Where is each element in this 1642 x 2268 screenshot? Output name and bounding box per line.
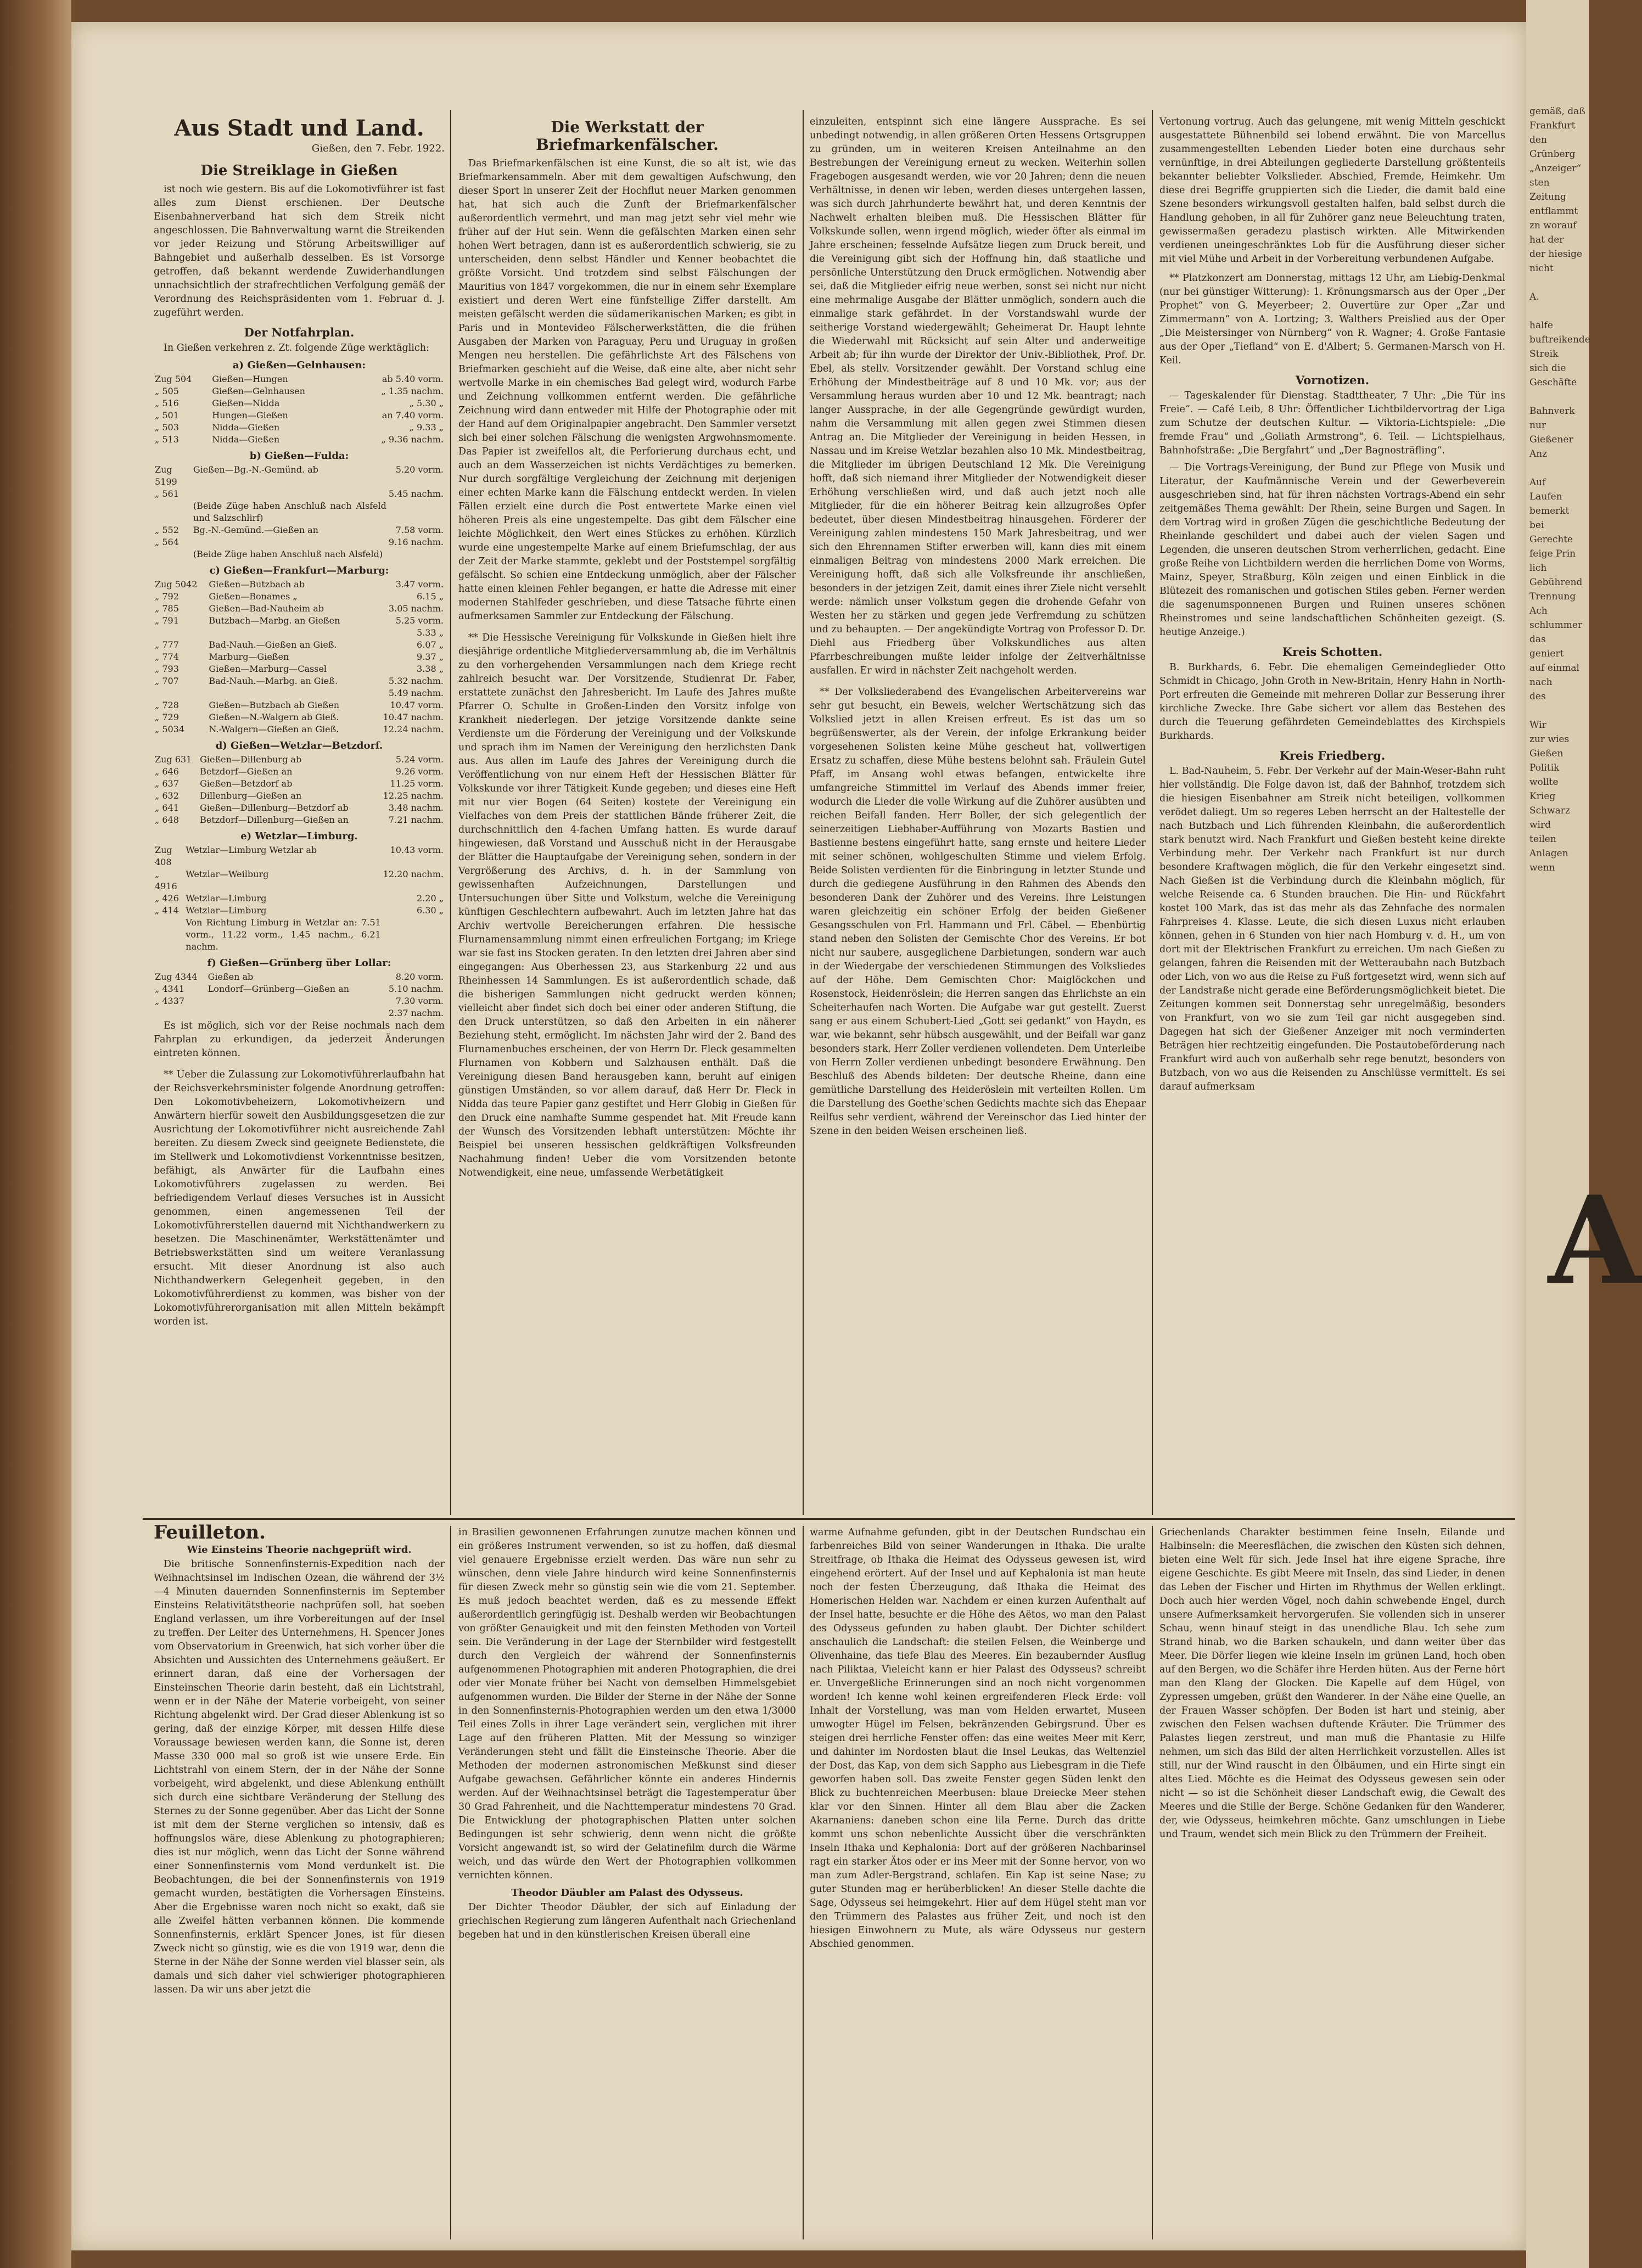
- kreis-schotten-title: Kreis Schotten.: [1282, 645, 1383, 659]
- train-time: „ 9.36 nachm.: [381, 434, 444, 445]
- train-time: [382, 917, 445, 953]
- train-number: [154, 917, 184, 953]
- train-number: Zug 408: [155, 845, 172, 867]
- timetable-row: [154, 766, 445, 778]
- train-route: Gießen—Betzdorf ab: [200, 778, 293, 789]
- volksliederabend-text: ** Der Volksliederabend des Evangelischen Arbeitervereins war sehr gut besucht, ein Beweis, welcher Wertschätzung sich das Volkslied jetzt in allen Kreisen erfreut. Es ist das um so begrüßenswerter, als der Verein, der infolge Erkrankung beider vorgesehenen Solisten keine Mühe gescheut hat, vollwertigen Ersatz zu schaffen, diese Mühe bestens belohnt sah. Fräulein Gutel Pfaff, im Ansang wohl etwas befangen, entwickelte ihre umfangreiche Stimmittel im Verlauf des Abends immer freier, wodurch die Lieder die volle Wirkung auf die Zuhörer ausübten und reichen Beifall fanden. Herr Boller, der sich gelegentlich der seinerzeitigen Liebhaber-Aufführung von Mozarts Bastien und Bastienne bestens eingeführt hatte, sang ernste und heitere Lieder mit seiner schönen, wohlgeschulten Stimme und vielem Erfolg. Beide Solisten verdienten für die Einbringung in letzter Stunde und durch die gediegene Ausführung in den Rahmen des Abends den besonderen Dank der Zuhörer und des Vereins. Ihre Leistungen waren gleichzeitig ein schöner Erfolg der beiden Gießener Gesangsschulen von Frl. Hammann und Frl. Cäbel. — Ebenbürtig stand neben den Solisten der Gemischte Chor des Vereins. Er bot nicht nur saubere, ausgeglichene Darbietungen, sondern war auch in der Wiedergabe der verschiedenen Stimmungen des Volksliedes auf der Höhe. Dem Gemischten Chor: Maiglöckchen und Rosenstock, Heidenröslein; die Herren sangen das Ehrlichste an ein Scheiterhaufen nach Worten. Die Aufgabe war gut gestellt. Zuerst sang er aus einem Schubert-Lied „Gott sei gedankt“ von Haydn, es war, wie bekannt, sehr hübsch ausgewählt, und der Beifall war ganz besonders stark. Herr Zoller verdienen vollendeten. Dem Unterleibe von Herrn Zoller verdienen unbedingt besondere Erwähnung. Den Beschluß des Abends bildeten: Der deutsche Rheine, dann eine gemütliche Darstellung des Heideröslein mit verteilten Rollen. Um die Darstellung des Goethe'schen Gedichts machte sich das Ehepaar Reilfus sehr verdient, während der Vereinschor das Lied hinter der Szene in den beiden Weisen erscheinen ließ.: [810, 687, 1146, 1137]
- train-route: Gießen—Nidda: [212, 398, 280, 408]
- train-time: 12.24 nachm.: [383, 724, 444, 734]
- vornotizen-title: Vornotizen.: [1295, 373, 1370, 387]
- train-route: Gießen—Butzbach ab: [209, 579, 305, 590]
- timetable-section-title: d) Gießen—Wetzlar—Betzdorf.: [215, 740, 383, 751]
- timetable-table: [154, 754, 445, 826]
- timetable-row: [154, 699, 445, 711]
- strike-headline: Die Streiklage in Gießen: [200, 162, 398, 179]
- train-route: Wetzlar—Limburg Wetzlar ab: [186, 845, 317, 855]
- train-number: „ 632: [155, 790, 179, 801]
- train-route: Bg.-N.-Gemünd.—Gießen an: [193, 525, 318, 535]
- timetable-title: Der Notfahrplan.: [244, 325, 355, 339]
- timetable: [154, 358, 445, 1019]
- train-number: „ 791: [155, 615, 179, 626]
- train-number: Zug 5042: [155, 579, 198, 590]
- train-time: „ 1.35 nachm.: [381, 386, 444, 396]
- train-time: 9.16 nachm.: [388, 537, 444, 547]
- train-time: 5.49 nachm.: [388, 688, 444, 698]
- train-time: 8.20 vorm.: [395, 972, 444, 982]
- train-number: „ 513: [155, 434, 179, 445]
- train-route: Nidda—Gießen: [212, 422, 280, 433]
- feuilleton-column-4: [1159, 1526, 1505, 2239]
- train-time: „ 5.30 „: [409, 398, 444, 408]
- train-route: Gießen—Gelnhausen: [212, 386, 305, 396]
- strike-text: ist noch wie gestern. Bis auf die Lokomotivführer ist fast alles zum Dienst erschienen. Der Deutsche Eisenbahnerverband hat sich dem Streik nicht angeschlossen. Die Bahnverwaltung warnt die Streikenden vor jeder Reizung und Störung Arbeitswilliger auf Bahngebiet und außerhalb desselben. Es ist Vorsorge getroffen, daß bekannt werdende Zuwiderhandlungen unnachsichtlich der strafrechtlichen Verfolgung gemäß der Verordnung des Reichspräsidenten vom 1. Februar d. J. zugeführt werden.: [154, 184, 445, 318]
- timetable-row: [154, 603, 445, 615]
- train-number: „ 552: [155, 525, 179, 535]
- timetable-table: [154, 373, 445, 446]
- platzkonzert-text: ** Platzkonzert am Donnerstag, mittags 12 Uhr, am Liebig-Denkmal (nur bei günstiger Witterung): 1. Krönungsmarsch aus der Oper „Der Prophet“ von G. Meyerbeer; 2. Ouvertüre zur Oper „Zar und Zimmermann“ von A. Lortzing; 3. Walthers Preislied aus der Oper „Die Meistersinger von Nürnberg“ von R. Wagner; 4. Große Fantasie aus der Oper „Tiefland“ von E. d'Albert; 5. Germanen-Marsch von H. Keil.: [1159, 273, 1505, 366]
- timetable-row: [154, 814, 445, 826]
- train-number: „ 501: [155, 410, 179, 420]
- timetable-row: [154, 917, 445, 953]
- einstein-continued: in Brasilien gewonnenen Erfahrungen zunutze machen können und ein größeres Instrument verwenden, so ist zu hoffen, daß diesmal viel genauere Ergebnisse erzielt werden. Das wäre nun sehr zu wünschen, denn viele Jahre hindurch wird keine Sonnenfinsternis für diesen Zweck mehr so günstig sein wie die vom 21. September. Es muß jedoch beachtet werden, daß es zu messende Effekt außerordentlich geringfügig ist. Deshalb werden wir Beobachtungen von größter Genauigkeit und mit den feinsten Methoden von Vorteil sein. Die Veränderung in der Lage der Sternbilder wird festgestellt durch den Vergleich der während der Sonnenfinsternis aufgenommenen Photographien mit anderen Photographien, die drei oder vier Monate früher bei Nacht von demselben Himmelsgebiet aufgenommen wurden. Die Bilder der Sterne in der Nähe der Sonne in den Sonnenfinsternis-Photographien werden um den etwa 1/3000 Teil eines Zolls in ihrer Lage verändert sein, verglichen mit ihrer Lage auf den früheren Platten. Mit der Messung so winziger Veränderungen steht und fällt die Einsteinsche Theorie. Aber die Methoden der modernen astronomischen Meßkunst sind dieser Aufgabe gewachsen. Gefährlicher könnte ein anderes Hindernis werden. Auf der Weihnachtsinsel beträgt die Tagestemperatur über 30 Grad Fahrenheit, und die Nachttemperatur mindestens 70 Grad. Die Entwicklung der photographischen Platten unter solchen Bedingungen ist sehr schwierig, denn wenn nicht die größte Vorsicht angewandt ist, so wird der Gelatinefilm durch die Wärme weich, und das würde den Wert der Photographien vollkommen vernichten können.: [458, 1527, 796, 1881]
- adjacent-page-text: gemäß, daß Frankfurt den Grünberg „Anzeiger“ sten Zeitung entflammt zn worauf hat der der hiesige nicht A. halfe buftreikende Streik sich die Geschäfte Bahnverk nur Gießener Anz Auf Laufen bemerkt bei Gerechte feige Prin lich Gebührend Trennung Ach schlummer das geniert auf einmal nach des Wir zur wies Gießen Politik wollte Krieg Schwarz wird teilen Anlagen wenn: [1529, 106, 1590, 873]
- section-masthead: Aus Stadt und Land.: [174, 115, 424, 141]
- train-number: [154, 1007, 207, 1019]
- train-time: 3.47 vorm.: [395, 579, 444, 590]
- train-number: Zug 5199: [155, 464, 177, 487]
- column-rule: [1152, 110, 1153, 1515]
- train-time: 7.58 vorm.: [395, 525, 444, 535]
- train-time: 6.30 „: [417, 905, 444, 916]
- column-rule: [450, 110, 451, 1515]
- train-time: 7.30 vorm.: [395, 996, 444, 1006]
- timetable-section-title: b) Gießen—Fulda:: [249, 450, 349, 462]
- train-time: ab 5.40 vorm.: [382, 374, 444, 384]
- train-number: „ 4337: [155, 996, 185, 1006]
- train-time: 5.10 nachm.: [388, 984, 444, 994]
- train-number: „ 728: [155, 700, 179, 710]
- timetable-row: [154, 905, 445, 917]
- column-rule: [1152, 1526, 1153, 2239]
- train-number: [154, 627, 208, 639]
- column-4: [1159, 115, 1505, 1515]
- feuilleton-divider: [143, 1518, 1515, 1520]
- timetable-row: [154, 464, 445, 488]
- train-time: an 7.40 vorm.: [382, 410, 444, 420]
- train-number: [154, 548, 192, 560]
- feuilleton-column-2: [458, 1526, 796, 2239]
- odysseus-continued-2: Griechenlands Charakter bestimmen feine Inseln, Eilande und Halbinseln: die Meeresflächen, die zwischen den Küsten sich dehnen, bieten eine Welt für sich. Jede Insel hat ihre eigene Sprache, ihre eigene Geschichte. Es gibt Meere mit Inseln, das sind Lieder, in denen das Leben der Fischer und Hirten im Rhythmus der Wellen erklingt. Doch auch hier werden Vögel, noch dahin schwebende Engel, durch unsere Aufmerksamkeit hervorgerufen. Sie vollenden sich in unserer Schau, wenn hinauf steigt in das unendliche Blau. Ich sehe zum Strand hinab, wo die Barken schaukeln, und dann weiter über das Meer. Die Dörfer liegen wie kleine Inseln im grünen Land, hoch oben auf den Bergen, wo die Schäfer ihre Herden hüten. Aus der Ferne hört man den Klang der Glocken. Die Kapelle auf dem Hügel, von Zypressen umgeben, grüßt den Wanderer. In der Nähe eine Quelle, an der Frauen Wasser schöpfen. Der Boden ist hart und steinig, aber zwischen den Felsen wachsen duftende Kräuter. Die Trümmer des Palastes liegen zerstreut, und man muß die Phantasie zu Hilfe nehmen, um sich das Bild der alten Herrlichkeit vorzustellen. Alles ist still, nur der Wind rauscht in den Ölbäumen, und ein Hirte singt ein altes Lied. Möchte es die Heimat des Odysseus gewesen sein oder nicht — so ist die Schönheit dieser Landschaft ewig, die Gewalt des Meeres und die Stille der Berge. Schöne Gedanken für den Wanderer, der, wie Odysseus, heimkehren möchte. Ganz umschlungen in Liebe und Traum, wendet sich mein Blick zu den Trümmern der Freiheit.: [1159, 1527, 1505, 1840]
- timetable-row: [154, 995, 445, 1007]
- train-time: 9.26 vorm.: [395, 766, 444, 777]
- train-time: 3.48 nachm.: [388, 802, 444, 813]
- timetable-section-title: e) Wetzlar—Limburg.: [240, 830, 358, 842]
- train-number: „ 785: [155, 603, 179, 614]
- timetable-row: [154, 687, 445, 699]
- column-3: [810, 115, 1146, 1515]
- train-number: „ 729: [155, 712, 179, 722]
- train-route: Von Richtung Limburg in Wetzlar an: 7.51 vorm., 11.22 vorm., 1.45 nachm., 6.21 nachm.: [186, 917, 381, 952]
- train-number: Zug 504: [155, 374, 192, 384]
- train-route: Bad-Nauh.—Gießen an Gieß.: [209, 639, 337, 650]
- train-time: 5.24 vorm.: [395, 754, 444, 765]
- timetable-table: [154, 464, 445, 560]
- train-number: „ 792: [155, 591, 179, 602]
- train-number: „ 637: [155, 778, 179, 789]
- train-number: „ 414: [155, 905, 179, 916]
- train-time: 12.25 nachm.: [383, 790, 444, 801]
- train-time: 12.20 nachm.: [383, 869, 444, 879]
- timetable-row: [154, 983, 445, 995]
- dateline: Gießen, den 7. Febr. 1922.: [311, 143, 445, 154]
- train-route: (Beide Züge haben Anschluß nach Alsfeld): [193, 549, 383, 559]
- timetable-row: [154, 591, 445, 603]
- werkstatt-headline: Die Werkstatt der Briefmarkenfälscher.: [536, 118, 719, 154]
- train-route: Gießen ab: [208, 972, 254, 982]
- friedberg-text: L. Bad-Nauheim, 5. Febr. Der Verkehr auf der Main-Weser-Bahn ruht hier vollständig. Die Folge davon ist, daß der Bahnhof, trotzdem sich die hiesigen Eisenbahner am Streik nicht beteiligen, vollkommen verödet daliegt. Um so regeres Leben herrscht an der Haltestelle der nach Butzbach und Lich führenden Kleinbahn, die außerordentlich stark benutzt wird. Nach Frankfurt und Gießen besteht keine direkte Verbindung mehr. Der Verkehr nach Frankfurt ist nur durch besondere Kraftwagen möglich, die für den Verkehr eingesetzt sind. Nach Gießen ist die Verbindung durch die Kleinbahn möglich, für welche Reisende ca. 6 Stunden brauchen. Die Hin- und Rückfahrt kostet 100 Mark, das ist das mehr als das Zehnfache des normalen Fahrpreises 4. Klasse. Leute, die sich diesen Luxus nicht erlauben können, gehen in 6 Stunden von hier nach Homburg v. d. H., um von dort mit der Elektrischen Frankfurt zu erreichen. Um nach Gießen zu gelangen, fahren die Reisenden mit der Wetteraubahn nach Butzbach oder Lich, von wo aus die Reise zu Fuß fortgesetzt wird, wenn sich auf der Landstraße nicht gerade eine Beförderungsmöglichkeit bietet. Die Zeitungen kommen seit Donnerstag sehr unregelmäßig, besonders von Frankfurt, von wo sie zum Teil gar nicht ausgegeben sind. Dagegen hat sich der Gießener Anzeiger mit noch verminderten Beträgen hier rechtzeitig eingefunden. Die Postautobeförderung nach Frankfurt wird auch von außerhalb sehr rege benutzt, besonders von Butzbach, von wo aus die Reisenden zu Anschlüsse vermittelt. Es sei darauf aufmerksam: [1159, 766, 1505, 1092]
- einstein-headline: Wie Einsteins Theorie nachgeprüft wird.: [187, 1544, 412, 1556]
- feuilleton-title: Feuilleton.: [154, 1522, 266, 1543]
- train-time: 2.20 „: [417, 893, 444, 903]
- timetable-note: Es ist möglich, sich vor der Reise nochmals nach dem Fahrplan zu erkundigen, da jederzeit Änderungen eintreten können.: [154, 1020, 445, 1059]
- odysseus-headline: Theodor Däubler am Palast des Odysseus.: [511, 1887, 743, 1899]
- train-route: Gießen—Bad-Nauheim ab: [209, 603, 324, 614]
- timetable-row: [154, 627, 445, 639]
- timetable-table: [154, 579, 445, 736]
- train-route: [208, 627, 369, 639]
- train-route: (Beide Züge haben Anschluß nach Alsfeld und Salzschlirf): [193, 501, 386, 523]
- train-number: „ 426: [155, 893, 179, 903]
- train-number: „ 793: [155, 664, 179, 674]
- timetable-row: [154, 385, 445, 397]
- odysseus-text: Der Dichter Theodor Däubler, der sich auf Einladung der griechischen Regierung zum längeren Aufenthalt nach Griechenland begeben hat und in den künstlerischen Kreisen überall eine: [458, 1902, 796, 1940]
- train-time: 5.32 nachm.: [388, 676, 444, 686]
- train-route: [192, 488, 388, 500]
- timetable-row: [154, 409, 445, 422]
- newspaper-page: [71, 22, 1526, 2250]
- train-time: 7.21 nachm.: [388, 815, 444, 825]
- train-time: 10.47 vorm.: [390, 700, 444, 710]
- timetable-section-title: a) Gießen—Gelnhausen:: [232, 360, 366, 371]
- train-number: „ 648: [155, 815, 179, 825]
- timetable-row: [154, 579, 445, 591]
- train-time: 6.07 „: [417, 639, 444, 650]
- column-rule: [803, 1526, 804, 2239]
- timetable-row: [154, 524, 445, 536]
- train-route: [207, 1007, 377, 1019]
- adjacent-page-glyph: A: [1548, 1169, 1642, 1311]
- train-route: N.-Walgern—Gießen an Gieß.: [209, 724, 339, 734]
- timetable-row: [154, 397, 445, 409]
- train-number: [154, 500, 192, 524]
- timetable-row: [154, 663, 445, 675]
- train-number: „ 646: [155, 766, 179, 777]
- train-route: Gießen—Dillenburg ab: [200, 754, 302, 765]
- timetable-row: [154, 844, 445, 868]
- timetable-row: [154, 548, 445, 560]
- timetable-row: [154, 488, 445, 500]
- kreis-friedberg-title: Kreis Friedberg.: [1279, 749, 1386, 762]
- timetable-section-title: c) Gießen—Frankfurt—Marburg:: [209, 565, 389, 576]
- timetable-section-title: f) Gießen—Grünberg über Lollar:: [207, 957, 391, 969]
- train-route: Bad-Nauh.—Marbg. an Gieß.: [209, 676, 338, 686]
- timetable-row: [154, 1007, 445, 1019]
- timetable-row: [154, 778, 445, 790]
- book-binding: [0, 0, 71, 2268]
- train-route: Dillenburg—Gießen an: [200, 790, 302, 801]
- train-number: „ 4916: [155, 869, 177, 891]
- volksliederabend-continued: Vertonung vortrug. Auch das gelungene, mit wenig Mitteln geschickt ausgestattete Bühnenbild sei lobend erwähnt. Die von Marcellus zusammengestellten Lebenden Lieder boten eine durchaus sehr vernünftige, in drei Abteilungen gegliederte Darstellung größtenteils bekannter beliebter Volkslieder. Abschied, Fremde, Heimkehr. Um diese drei Begriffe gruppierten sich die Lieder, die damit bald eine Szene besonders wirkungsvoll gestalten halfen, bald selbst durch die Handlung gehoben, in all für Zuhörer ganz neue Beleuchtung traten, gewissermaßen geradezu plastisch wirkten. Alle Mitwirkenden verdienen uneingeschränktes Lob für die Ausführung dieser sicher mit viel Mühe und Arbeit in der Vorbereitung verbundenen Aufgabe.: [1159, 116, 1505, 265]
- train-route: Wetzlar—Weilburg: [186, 869, 269, 879]
- train-number: „ 641: [155, 802, 179, 813]
- train-route: [207, 995, 377, 1007]
- timetable-intro: In Gießen verkehren z. Zt. folgende Züge werktäglich:: [164, 343, 429, 353]
- vereinigung-continued: einzuleiten, entspinnt sich eine längere Aussprache. Es sei unbedingt notwendig, in allen größeren Orten Hessens Ortsgruppen zu gründen, um in weiteren Kreisen Anteilnahme an den Bestrebungen der Vereinigung erneut zu wecken. Weiterhin sollen Fragebogen ausgesandt werden, wie vor 20 Jahren; denn die neuen Verhältnisse, in denen wir leben, werden dieses untergehen lassen, was sich durch Jahrhunderte bewährt hat, und deren Kenntnis der Nachwelt erhalten bleiben muß. Die Hessischen Blätter für Volkskunde sollen, wenn irgend möglich, wieder öfter als einmal im Jahre erscheinen; fesselnde Aufsätze liegen zum Druck bereit, und die Vereinigung gibt sich der Hoffnung hin, daß staatliche und persönliche Unterstützung den Druck ermöglichen. Notwendig aber sei, daß die Mitglieder eifrig neue werben, sonst sei nicht nur nicht eine mehrmalige Ausgabe der Blätter unmöglich, sondern auch die einmalige stark gefährdet. In der Vorstandswahl wurde der seitherige Vorstand wiedergewählt; Geheimerat Dr. Haupt lehnte die Wiederwahl mit Rücksicht auf sein Alter und anderweitige Arbeit ab; für ihn wurde der Direktor der Univ.-Bibliothek, Prof. Dr. Ebel, als stellv. Vorsitzender gewählt. Der Vorstand schlug eine Erhöhung der Mindestbeiträge auf 8 und 10 Mk. vor; aus der Versammlung heraus wurden aber 10 und 12 Mk. beantragt; nach langer Aussprache, in der alle Gegengründe gewürdigt wurden, nahm die Versammlung mit allen gegen zwei Stimmen diesen Antrag an. Die Mitglieder der Vereinigung in beiden Hessen, in Nassau und im Kreise Wetzlar bezahlen also 10 Mk. Mindestbeitrag, die Mitglieder im übrigen Deutschland 12 Mk. Die Vereinigung hofft, daß sich niemand ihrer Mitglieder der Notwendigkeit dieser Erhöhung verschließen wird, und daß auch jetzt noch alle Mitglieder, für die ein höherer Beitrag kein allzugroßes Opfer bedeutet, über diesen Mindestbeitrag hinausgehen. Förderer der Vereinigung zahlen mindestens 150 Mark Jahresbeitrag, und wer sich den Ehrennamen Stifter erwerben will, kann dies mit einem einmaligen Beitrag von mindestens 2000 Mark erreichen. Die Vereinigung hofft, daß sich alle Volksfreunde ihr anschließen, besonders in der jetzigen Zeit, damit eines ihrer Ziele nicht versehlt werde: nämlich unser Volkstum gegen die drohende Gefahr von Westen her zu stärken und gegen jede Verfremdung zu schützen und zu behaupten. — Der angekündigte Vortrag von Professor D. Dr. Diehl aus Friedberg über Volkskundliches aus alten Pfarrbeschreibungen mußte leider infolge der Zeitverhältnisse ausfallen. Er wird in nächster Zeit nachgeholt werden.: [810, 116, 1146, 676]
- train-time: [388, 500, 445, 524]
- train-route: Butzbach—Marbg. an Gießen: [209, 615, 340, 626]
- timetable-row: [154, 536, 445, 548]
- train-time: „ 9.33 „: [409, 422, 444, 433]
- einstein-text: Die britische Sonnenfinsternis-Expedition nach der Weihnachtsinsel im Indischen Ozean, die während der 3½—4 Minuten dauernden Sonnenfinsternis im September Einsteins Relativitätstheorie nachprüfen soll, hat soeben England verlassen, um ihre Vorbereitungen auf der Insel zu treffen. Der Leiter des Unternehmens, H. Spencer Jones vom Observatorium in Greenwich, hat sich vorher über die Absichten und Aussichten des Unternehmens geäußert. Er erinnert daran, daß eine der Vorhersagen der Einsteinschen Theorie darin besteht, daß ein Lichtstrahl, wenn er in der Nähe der Materie vorbeigeht, von seiner Richtung abgelenkt wird. Der Grad dieser Ablenkung ist so gering, daß der einzige Körper, mit dessen Hilfe diese Voraussage bewiesen werden kann, die Sonne ist, deren Masse 330 000 mal so groß ist wie unsere Erde. Ein Lichtstrahl von einem Stern, der in der Nähe der Sonne vorbeigeht, wird abgelenkt, und diese Ablenkung enthüllt sich durch eine sichtbare Veränderung der Stellung des Sternes zu der Sonne gegenüber. Aber das Licht der Sonne ist mit dem der Sterne verglichen so intensiv, daß es hoffnungslos wäre, diese Ablenkung zu photographieren; dies ist nur möglich, wenn das Licht der Sonne während einer Sonnenfinsternis vom Mond verdunkelt ist. Die Beobachtungen, die bei der Sonnenfinsternis von 1919 gemacht wurden, bestätigten die Vorhersagen Einsteins. Aber die Ergebnisse waren noch nicht so exakt, daß sie alle Zweifel hätten verbannen können. Die kommende Sonnenfinsternis, erklärt Spencer Jones, ist für diesen Zweck nicht so günstig, wie es die von 1919 war, denn die Sterne in der Nähe der Sonne werden viel blasser sein, als damals und sich daher viel schwieriger photographieren lassen. Da wir uns aber jetzt die: [154, 1559, 445, 1995]
- train-route: Gießen—Hungen: [212, 374, 288, 384]
- column-rule: [450, 1526, 451, 2239]
- train-route: Gießen—Butzbach ab Gießen: [209, 700, 339, 710]
- train-time: 11.25 vorm.: [390, 778, 444, 789]
- timetable-table: [154, 971, 445, 1019]
- train-number: „ 503: [155, 422, 179, 433]
- timetable-row: [154, 754, 445, 766]
- column-2: [458, 115, 796, 1515]
- timetable-row: [154, 500, 445, 524]
- tageskalender-text: — Tageskalender für Dienstag. Stadttheater, 7 Uhr: „Die Tür ins Freie“. — Café Leib, 8 Uhr: Öffentlicher Lichtbildervortrag der Liga zum Schutze der deutschen Kultur. — Viktoria-Lichtspiele: „Die fremde Frau“ und „Goliath Armstrong“, 6. Teil. — Lichtspielhaus, Bahnhofstraße: „Die Bergfahrt“ und „Der Bagnosträfling“.: [1159, 390, 1505, 456]
- train-route: [192, 536, 388, 548]
- train-route: Betzdorf—Dillenburg—Gießen an: [200, 815, 349, 825]
- train-time: 3.05 nachm.: [388, 603, 444, 614]
- lokomotiv-article: ** Ueber die Zulassung zur Lokomotivführerlaufbahn hat der Reichsverkehrsminister folgende Anordnung getroffen: Den Lokomotivbeheizern, Lokomotivheizern und Anwärtern hierfür soweit den Ausbildungsgesetzen die zur Ausrichtung der Lokomotivführer nicht ausreichende Zahl bereiten. Zu diesem Zweck sind geeignete Bedienstete, die im Stellwerk und Lokomotivdienst Vorkenntnisse besitzen, befähigt, als Anwärter für die Laufbahn eines Lokomotivführers zugelassen zu werden. Bei befriedigendem Verlauf dieses Versuches ist in Aussicht genommen, einen angemessenen Teil der Lokomotivführerstellen dauernd mit Nichthandwerkern zu besetzen. Die Maschinenämter, Werkstättenämter und Betriebswerkstätten sind um weitere Veranlassung ersucht. Mit dieser Anordnung ist also auch Nichthandwerkern Gelegenheit gegeben, in den Lokomotivführerdienst zu kommen, was bisher von der Lokomotivführerorganisation mit allen Mitteln bekämpft worden ist.: [154, 1069, 445, 1327]
- odysseus-continued: warme Aufnahme gefunden, gibt in der Deutschen Rundschau ein farbenreiches Bild von seiner Wanderungen in Ithaka. Die uralte Streitfrage, ob Ithaka die Heimat des Odysseus gewesen ist, wird eingehend erörtert. Auf der Insel und auf Kephalonia ist man heute noch der festen Überzeugung, daß Ithaka die Heimat des Homerischen Helden war. Nachdem er einen kurzen Aufenthalt auf der Insel hatte, besuchte er die Höhe des Aëtos, wo man den Palast des Odysseus gefunden zu haben glaubt. Der Dichter schildert anschaulich die Landschaft: die steilen Felsen, die Weinberge und Olivenhaine, das tiefe Blau des Meeres. Ein bezaubernder Ausflug nach Piliktaa, Vieleicht kann er hier Palast des Odysseus? schreibt er. Unvergeßliche Erinnerungen sind an noch nicht vorgenommen worden! Ich kenne wohl keinen ergreifenderen Fleck Erde: voll Inhalt der Vorstellung, was man vom Helden erwartet, Museen umwogter Hügel im Felsen, bekränzenden Gebirgsrund. Über es steigen drei herrliche Fenster offen: das eine weites Meer mit Kerr, und dahinter im Nordosten blaut die Insel Leukas, das Weltenziel der Dost, das Kap, von dem sich Sappho aus Liebesgram in die Tiefe geworfen haben soll. Das zweite Fenster gegen Süden lenkt den Blick zu buchtenreichen Meerbusen: blaue Dreiecke Meer stehen klar vor den Sinnen. Hinter all dem Blau aber die Zacken Akarnaniens: daneben schon eine lila Ferne. Durch das dritte kommt uns schon nebenlichte Aussicht über die verschränkten Inseln Ithaka und Kephalonia: Dort auf der größeren Nachbarinsel ragt ein starker Ätos oder er ins Meer mit der Sonne hervor, von wo man zum Adler-Bergstrand, schlafen. Ein Kap ist seine Nase; zu guter Stunden mag er herüberblicken! An dieser Stelle dachte die Sage, Odysseus sei heimgekehrt. Hier auf dem Hügel steht man vor den Trümmern des Palastes aus früher Zeit, und noch ist den hiesigen Einwohnern zu Mute, als wäre Odysseus nur gestern Abschied genommen.: [810, 1527, 1146, 1950]
- train-number: „ 4341: [155, 984, 185, 994]
- timetable-row: [154, 373, 445, 385]
- train-time: 3.38 „: [417, 664, 444, 674]
- train-time: 2.37 nachm.: [388, 1008, 444, 1018]
- train-time: 5.20 vorm.: [395, 464, 444, 475]
- train-number: „ 707: [155, 676, 179, 686]
- train-number: „ 777: [155, 639, 179, 650]
- train-route: Nidda—Gießen: [212, 434, 280, 445]
- train-number: Zug 4344: [155, 972, 198, 982]
- schotten-text: B. Burkhards, 6. Febr. Die ehemaligen Gemeindeglieder Otto Schmidt in Chicago, John Groth in New-Britain, Henry Hahn in North-Port erfreuten die Gemeinde mit mehreren Dollar zur Besserung ihrer kirchliche Zwecke. Ihre Gabe sichert vor allem das Bestehen des durch die Teuerung gefährdeten Gemeindeblattes des Kirchspiels Burkhards.: [1159, 662, 1505, 742]
- train-route: Gießen—Dillenburg—Betzdorf ab: [200, 802, 349, 813]
- timetable-row: [154, 422, 445, 434]
- timetable-row: [154, 790, 445, 802]
- timetable-table: [154, 844, 445, 953]
- timetable-row: [154, 651, 445, 663]
- train-time: 5.33 „: [417, 627, 444, 638]
- train-number: „ 505: [155, 386, 179, 396]
- adjacent-page-strip: [1526, 0, 1642, 2268]
- train-time: [388, 548, 445, 560]
- train-route: Gießen—Marburg—Cassel: [209, 664, 327, 674]
- timetable-row: [154, 615, 445, 627]
- train-route: Gießen—Bg.-N.-Gemünd. ab: [193, 464, 318, 475]
- train-number: „ 564: [155, 537, 179, 547]
- train-route: Hungen—Gießen: [212, 410, 288, 420]
- train-time: 5.25 vorm.: [395, 615, 444, 626]
- train-number: „ 561: [155, 489, 179, 499]
- train-route: Londorf—Grünberg—Gießen an: [208, 984, 349, 994]
- timetable-row: [154, 868, 445, 892]
- timetable-row: [154, 892, 445, 905]
- train-route: Wetzlar—Limburg: [186, 905, 267, 916]
- column-1: [154, 115, 445, 1515]
- train-number: [154, 687, 208, 699]
- column-rule: [803, 110, 804, 1515]
- feuilleton-column-1: [154, 1522, 445, 2239]
- train-route: [208, 687, 369, 699]
- train-number: Zug 631: [155, 754, 192, 765]
- timetable-row: [154, 434, 445, 446]
- train-number: „ 774: [155, 652, 179, 662]
- train-number: „ 516: [155, 398, 179, 408]
- train-time: 10.43 vorm.: [390, 845, 444, 855]
- hessische-text: ** Die Hessische Vereinigung für Volkskunde in Gießen hielt ihre diesjährige ordentliche Mitgliederversammlung ab, die im Verhältnis zu den vorhergehenden Versammlungen nach dem Kriege recht zahlreich besucht war. Der Vorsitzende, Studienrat Dr. Faber, erstattete zunächst den Jahresbericht. Im Laufe des Jahres mußte Pfarrer O. Schulte in Großen-Linden den Vorsitz infolge von Krankheit niederlegen. Der jetzige Vorsitzende dankte seine Verdienste um die Förderung der Vereinigung und der Volkskunde und sprach ihm im Namen der Vereinigung den herzlichsten Dank aus. Aus allen im Laufe des Jahres der Vereinigung durch die Veröffentlichung von nur einem Heft der Hessischen Blätter für Volkskunde vor ihrer Tätigkeit Kunde gegeben; und dieses eine Heft mit nur vier Bogen (64 Seiten) kostete der Vereinigung ein Vielfaches von dem Preis der stattlichen Bände früherer Zeit, die durchschnittlich den 4-fachen Umfang hatten. Es wurde darauf hingewiesen, daß Vorstand und Ausschuß nicht in der Herausgabe der Blätter die Hauptaufgabe der Vereinigung sehen, sondern in der Vergrößerung des Archivs, d. h. in der Sammlung von gewissenhaften Aufzeichnungen, Darstellungen und Untersuchungen über Sitte und Volkstum, welche die Vereinigung künftigen Geschlechtern aufbewahrt. Auch im letzten Jahre hat das Archiv wertvolle Bereicherungen erfahren. Die hessische Flurnamensammlung nimmt einen erfreulichen Fortgang; im Kriege war sie fast ins Stocken geraten. In den letzten drei Jahren aber sind eingegangen: Aus Oberhessen 23, aus Starkenburg 22 und aus Rheinhessen 14 Sammlungen. Es ist außerordentlich schade, daß die bisherigen Sammlungen nicht gedruckt werden können; vielleicht aber findet sich doch bei einer oder anderen Stiftung, die den Druck unterstützen, so daß den Arbeiten in ein näherer Beziehung steht, ermöglicht. Im nächsten Jahr wird der 2. Band des Flurnamenbuches erscheinen, der von Herrn Dr. Fleck gesammelten Flurnamen von Kobbern und Salzhausen enthält. Daß die Vereinigung diesen Band herausgeben kann, beruht auf einigen günstigen Umständen, so vor allem darauf, daß Herr Dr. Fleck in Nidda das teure Papier ganz gestiftet und Herr Globig in Gießen für den Druck eine namhafte Summe gespendet hat. Mit Freude kann der Wunsch des Vorsitzenden lebhaft unterstützen: Möchte ihr Beispiel bei unseren hessischen geldkräftigen Volksfreunden Nachahmung finden! Ueber die vom Vorsitzenden betonte Notwendigkeit, eine neue, umfassende Werbetätigkeit: [458, 632, 796, 1178]
- train-route: Marburg—Gießen: [209, 652, 289, 662]
- train-route: Betzdorf—Gießen an: [200, 766, 293, 777]
- train-time: 6.15 „: [417, 591, 444, 602]
- timetable-row: [154, 675, 445, 687]
- feuilleton-column-3: [810, 1526, 1146, 2239]
- timetable-row: [154, 723, 445, 736]
- train-time: 9.37 „: [417, 652, 444, 662]
- train-route: Wetzlar—Limburg: [186, 893, 267, 903]
- timetable-row: [154, 639, 445, 651]
- train-time: 10.47 nachm.: [383, 712, 444, 722]
- timetable-row: [154, 802, 445, 814]
- timetable-row: [154, 711, 445, 723]
- train-number: „ 5034: [155, 724, 185, 734]
- train-route: Gießen—N.-Walgern ab Gieß.: [209, 712, 339, 722]
- werkstatt-text: Das Briefmarkenfälschen ist eine Kunst, die so alt ist, wie das Briefmarkensammeln. Aber mit dem gewaltigen Aufschwung, den dieser Sport in unserer Zeit der Hochflut neuer Marken genommen hat, hat sich auch die Zunft der Briefmarkenfälscher außerordentlich vermehrt, und man mag jetzt sehr viel mehr wie früher auf der Hut sein. Wenn die gefälschten Marken einen sehr hohen Wert betragen, dann ist es außerordentlich schwierig, sie zu unterscheiden, denn selbst Händler und Kenner beobachtet die größte Vorsicht. Und trotzdem sind selbst Fälschungen der Mauritius von 1847 vorgekommen, die nur in einem sehr Exemplare existiert und deren Wert eine fünfstellige Ziffer darstellt. Am meisten gefälscht werden die südamerikanischen Marken; es gibt in Paris und in Montevideo Fälscherwerkstätten, die die frühen Ausgaben der Marken von Paraguay, Peru und Uruguay in großen Mengen neu herstellen. Die gefährlichste Art des Fälschens von Briefmarken geschieht auf die Weise, daß eine alte, aber nicht sehr wertvolle Marke in ein chemisches Bad gelegt wird, wodurch Farbe und Zeichnung vollkommen entfernt werden. Die gefährliche Zeichnung wird dann entweder mit Hilfe der Photographie oder mit der Hand auf dem Originalpapier angebracht. Den Sammler versetzt sich bei einer solchen Fälschung die wenigsten Argwohnsmomente. Das Papier ist zweifellos alt, die Perforierung durchaus echt, und auch an dem Wasserzeichen ist nichts Verdächtiges zu bemerken. Nur durch sorgfältige Vergleichung der Zeichnung mit derjenigen einer echten Marke kann die Fälschung entdeckt werden. In vielen Fällen erzielt eine durch die Post entwertete Marke einen viel höheren Preis als eine ungestempelte. Das gibt dem Fälscher eine leichte Möglichkeit, den Wert eines Stückes zu erhöhen. Kürzlich wurde eine ungestempelte Marke auf einem Briefumschlag, der aus der Zeit der Marke stammte, geklebt und der Poststempel sorgfältig gefälscht. So schien eine Entdeckung unmöglich, aber der Fälscher hatte einen kleinen Fehler begangen, er hatte die Adresse mit einer modernen Stahlfeder geschrieben, und diese Tatsache führte einen aufmerksamen Sammler zur Entdeckung der Fälschung.: [458, 158, 796, 622]
- vortrag-text: — Die Vortrags-Vereinigung, der Bund zur Pflege von Musik und Literatur, der Kaufmännische Verein und der Gewerbeverein ausgeschrieben sind, hat für ihren nächsten Vortrags-Abend ein sehr zeitgemäßes Thema gewählt: Der Rhein, seine Burgen und Sagen. In dem Vortrag wird in großen Zügen die geschichtliche Bedeutung der Rheinlande geschildert und dabei auch der vielen Sagen und Legenden, die unseren deutschen Strom verherrlichen, gedacht. Eine große Reihe von Lichtbildern werden die herrlichen Dome von Worms, Mainz, Speyer, Straßburg, Köln zeigen und einen Einblick in die Blütezeit des romanischen und gotischen Stiles geben. Ferner werden die sagenumsponnenen Burgen und Ruinen unseres schönen Rheinstromes und seine landschaftlichen Schönheiten gezeigt. (S. heutige Anzeige.): [1159, 462, 1505, 638]
- train-time: 5.45 nachm.: [388, 489, 444, 499]
- timetable-row: [154, 971, 445, 983]
- train-route: Gießen—Bonames „: [209, 591, 298, 602]
